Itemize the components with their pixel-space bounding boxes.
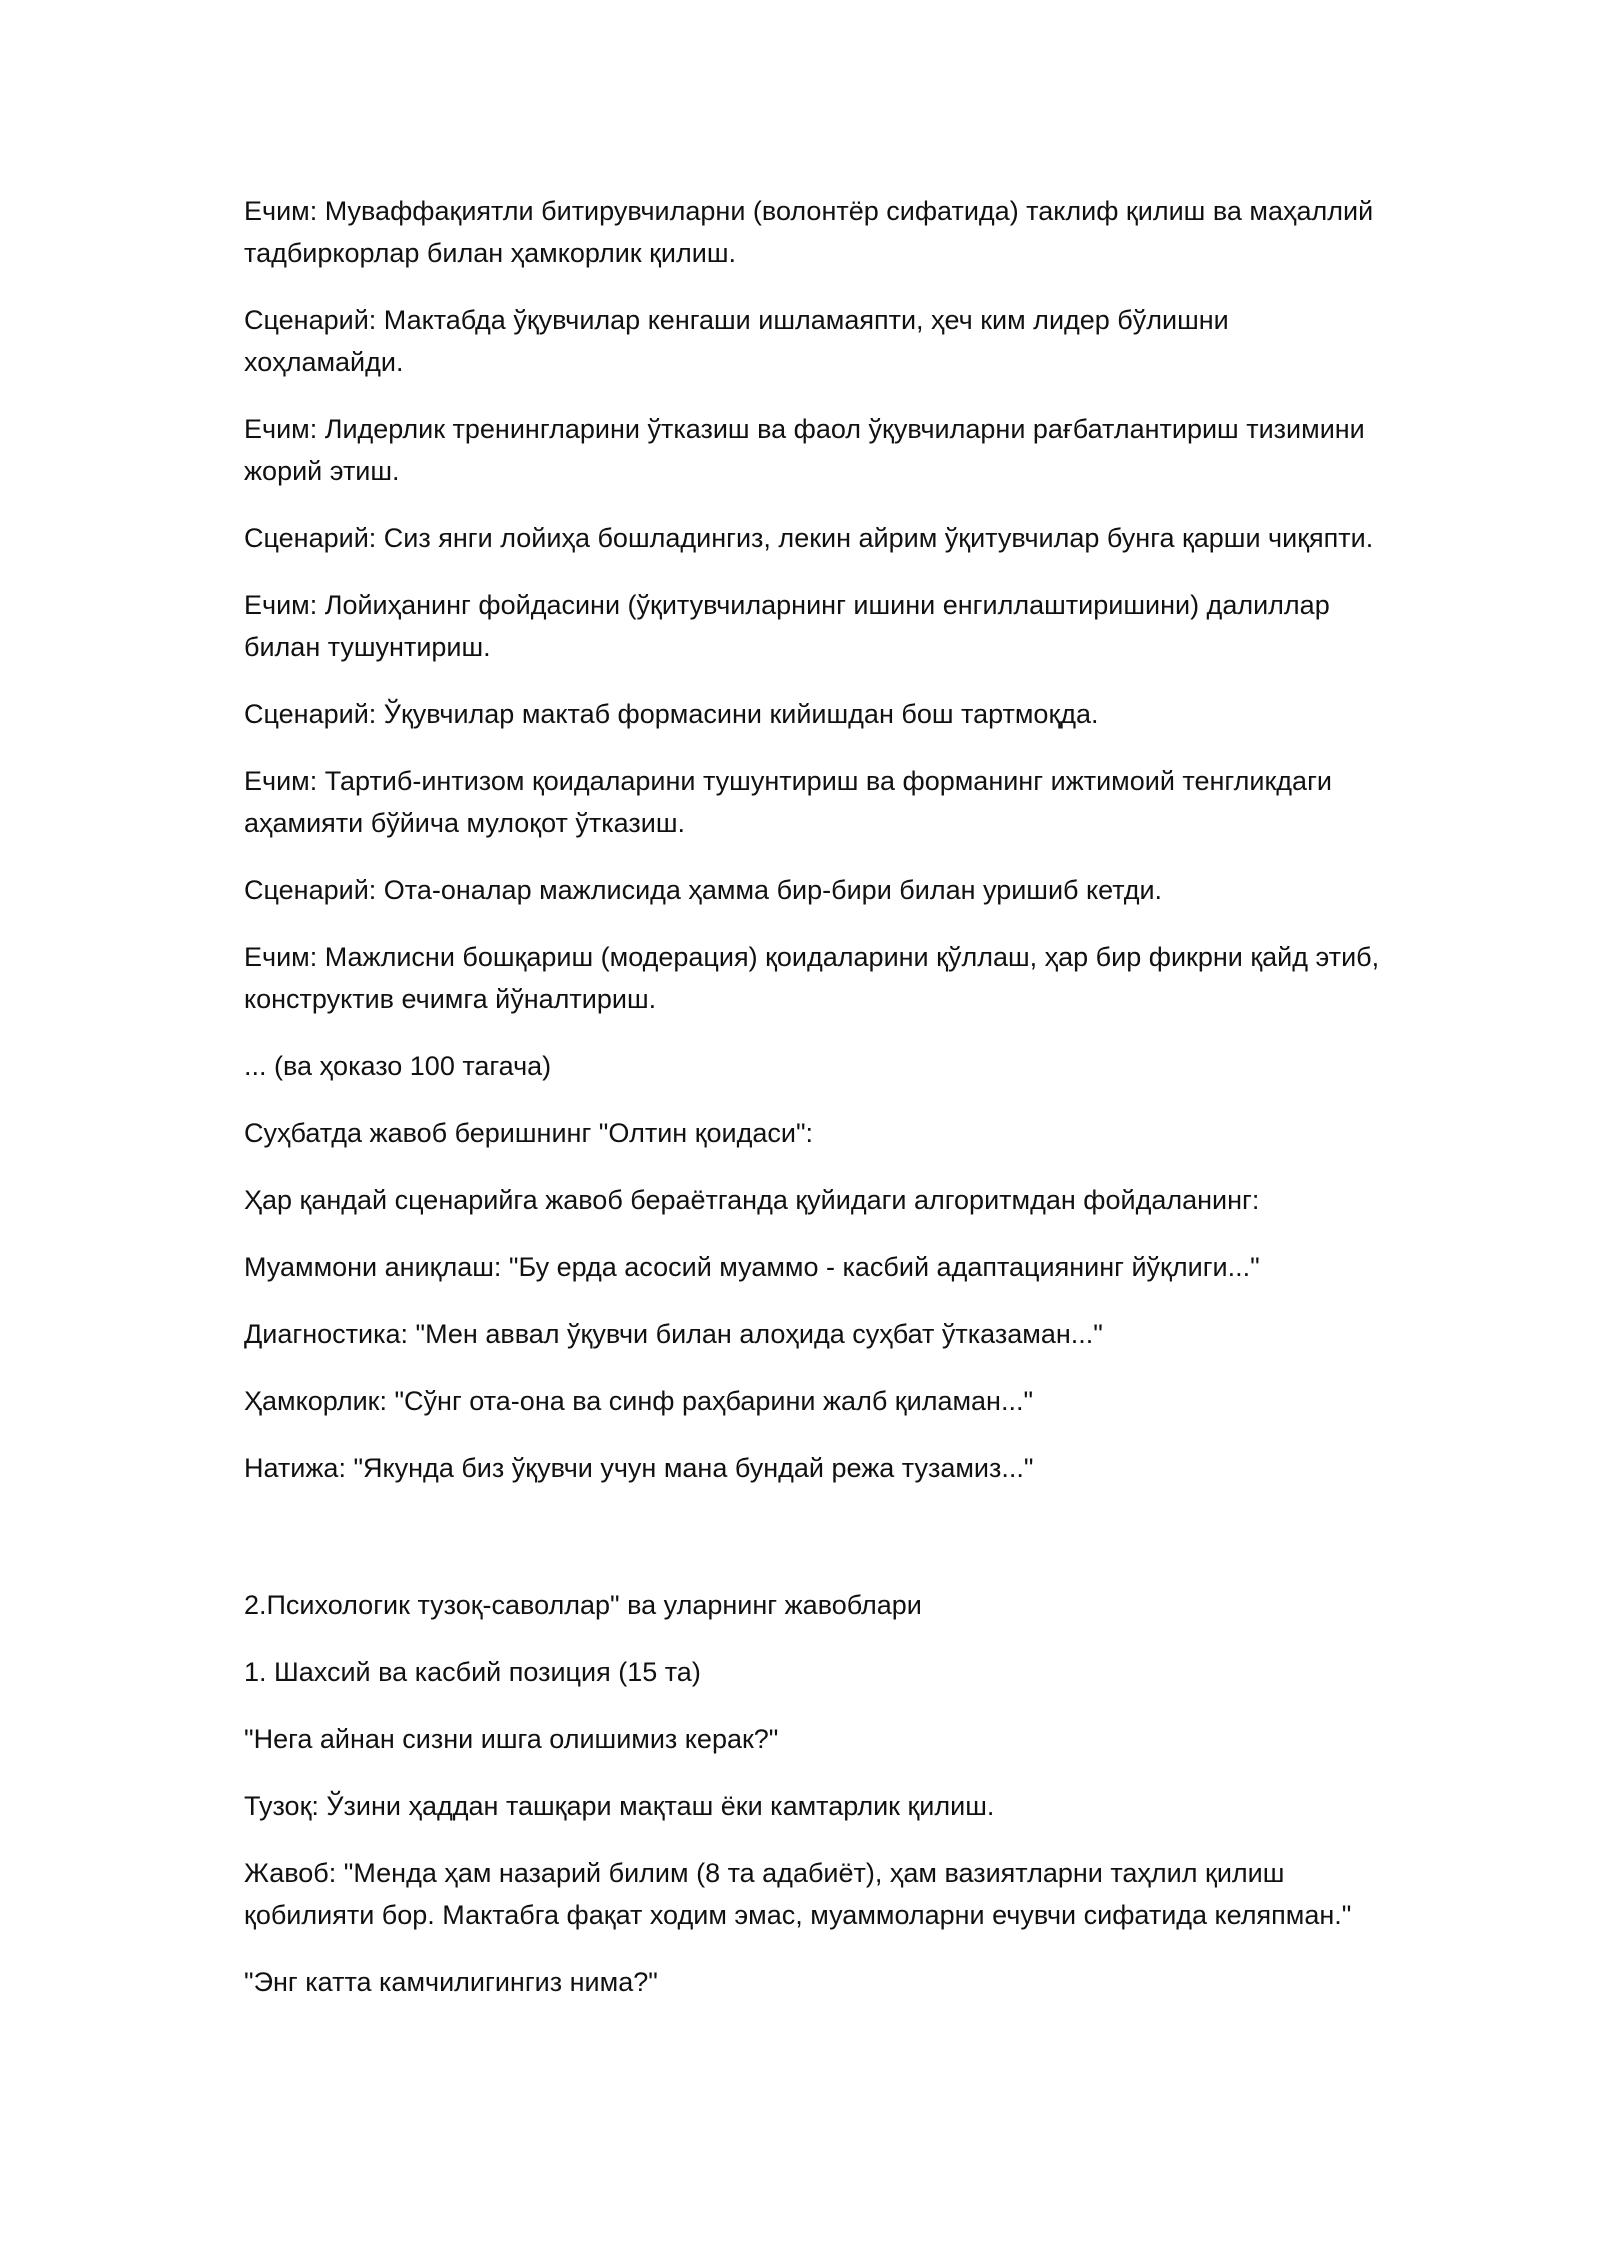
subsection-heading: 1. Шахсий ва касбий позиция (15 та) [244,1657,701,1687]
algorithm-step: Диагностика: "Мен аввал ўқувчи билан алоҳида суҳбат ўтказаман..." [244,1319,1103,1349]
golden-rule-heading: Суҳбатда жавоб беришнинг "Олтин қоидаси": [244,1118,814,1148]
paragraph-scenario: Сценарий: Мактабда ўқувчилар кенгаши ишламаяпти, ҳеч ким лидер бўлишни хоҳламайди. [244,305,1229,377]
answer-text: Жавоб: "Менда ҳам назарий билим (8 та адабиёт), ҳам вазиятларни таҳлил қилиш қобилияти бор. Мактабга фақат ходим эмас, муаммоларни ечувчи сифатида келяпман." [244,1858,1352,1930]
trap-text: Тузоқ: Ўзини ҳаддан ташқари мақташ ёки камтарлик қилиш. [244,1791,995,1821]
paragraph-solution: Ечим: Тартиб-интизом қоидаларини тушунтириш ва форманинг ижтимоий тенгликдаги аҳамияти бўйича мулоқот ўтказиш. [244,766,1333,838]
question-text: "Нега айнан сизни ишга олишимиз керак?" [244,1724,779,1754]
paragraph-solution: Ечим: Лойиҳанинг фойдасини (ўқитувчиларнинг ишини енгиллаштиришини) далиллар билан тушунтириш. [244,590,1330,662]
paragraph-scenario: Сценарий: Ўқувчилар мактаб формасини кийишдан бош тартмоқда. [244,699,1099,729]
algorithm-step: Муаммони аниқлаш: "Бу ерда асосий муаммо - касбий адаптациянинг йўқлиги..." [244,1252,1260,1282]
paragraph-scenario: Сценарий: Сиз янги лойиҳа бошладингиз, лекин айрим ўқитувчилар бунга қарши чиқяпти. [244,523,1374,553]
algorithm-step: Ҳамкорлик: "Сўнг ота-она ва синф раҳбарини жалб қиламан..." [244,1386,1034,1416]
document-body [244,190,1394,2028]
paragraph-scenario: Сценарий: Ота-оналар мажлисида ҳамма бир-бири билан уришиб кетди. [244,875,1163,905]
paragraph-ellipsis: ... (ва ҳоказо 100 тагача) [244,1051,552,1081]
algorithm-intro: Ҳар қандай сценарийга жавоб бераётганда қуйидаги алгоритмдан фойдаланинг: [244,1185,1260,1215]
algorithm-step: Натижа: "Якунда биз ўқувчи учун мана бундай режа тузамиз..." [244,1453,1034,1483]
paragraph-solution: Ечим: Муваффақиятли битирувчиларни (волонтёр сифатида) таклиф қилиш ва маҳаллий тадбиркорлар билан ҳамкорлик қилиш. [244,196,1374,268]
paragraph-solution: Ечим: Мажлисни бошқариш (модерация) қоидаларини қўллаш, ҳар бир фикрни қайд этиб, конструктив ечимга йўналтириш. [244,942,1380,1014]
paragraph-solution: Ечим: Лидерлик тренингларини ўтказиш ва фаол ўқувчиларни рағбатлантириш тизимини жорий этиш. [244,414,1365,486]
question-text: "Энг катта камчилигингиз нима?" [244,1967,658,1997]
section-heading: 2.Психологик тузоқ-саволлар" ва уларнинг жавоблари [244,1590,922,1620]
